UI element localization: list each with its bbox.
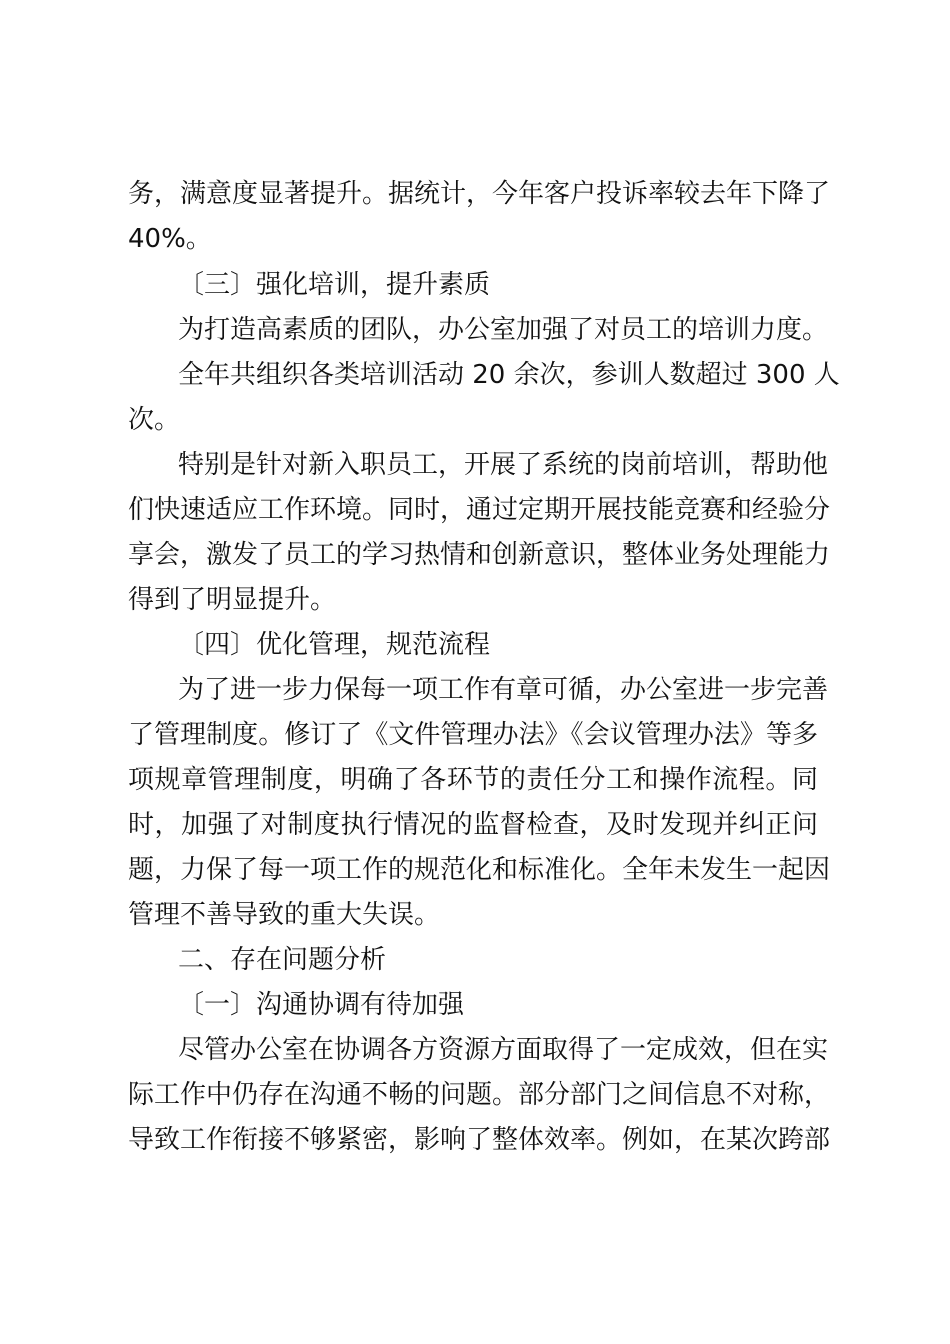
paragraph-line: 享会，激发了员工的学习热情和创新意识，整体业务处理能力 [128,540,831,570]
paragraph-line: 了管理制度。修订了《文件管理办法》《会议管理办法》等多 [128,720,818,750]
paragraph-line: 管理不善导致的重大失误。 [128,900,441,930]
paragraph-line: 次。 [128,405,181,435]
section-heading: 〔三〕强化培训，提升素质 [178,270,491,300]
paragraph-line: 际工作中仍存在沟通不畅的问题。部分部门之间信息不对称， [128,1080,831,1110]
paragraph-line: 时，加强了对制度执行情况的监督检查，及时发现并纠正问 [128,810,818,840]
paragraph-line: 项规章管理制度，明确了各环节的责任分工和操作流程。同 [128,765,818,795]
paragraph-line: 题，力保了每一项工作的规范化和标准化。全年未发生一起因 [128,855,831,885]
section-heading: 〔一〕沟通协调有待加强 [178,990,465,1020]
paragraph-line: 全年共组织各类培训活动 20 余次，参训人数超过 300 人 [178,360,840,390]
paragraph-line: 务，满意度显著提升。据统计，今年客户投诉率较去年下降了 [128,179,831,209]
paragraph-line: 们快速适应工作环境。同时，通过定期开展技能竞赛和经验分 [128,495,831,525]
section-heading: 〔四〕优化管理，规范流程 [178,630,491,660]
paragraph-line: 尽管办公室在协调各方资源方面取得了一定成效，但在实 [178,1035,829,1065]
paragraph-line: 为了进一步力保每一项工作有章可循，办公室进一步完善 [178,675,829,705]
paragraph-line: 得到了明显提升。 [128,585,337,615]
paragraph-line: 特别是针对新入职员工，开展了系统的岗前培训，帮助他 [178,450,829,480]
paragraph-line: 导致工作衔接不够紧密，影响了整体效率。例如，在某次跨部 [128,1125,831,1155]
paragraph-line: 为打造高素质的团队，办公室加强了对员工的培训力度。 [178,315,829,345]
paragraph-line: 40%。 [128,224,212,254]
chapter-heading: 二、存在问题分析 [178,945,387,975]
